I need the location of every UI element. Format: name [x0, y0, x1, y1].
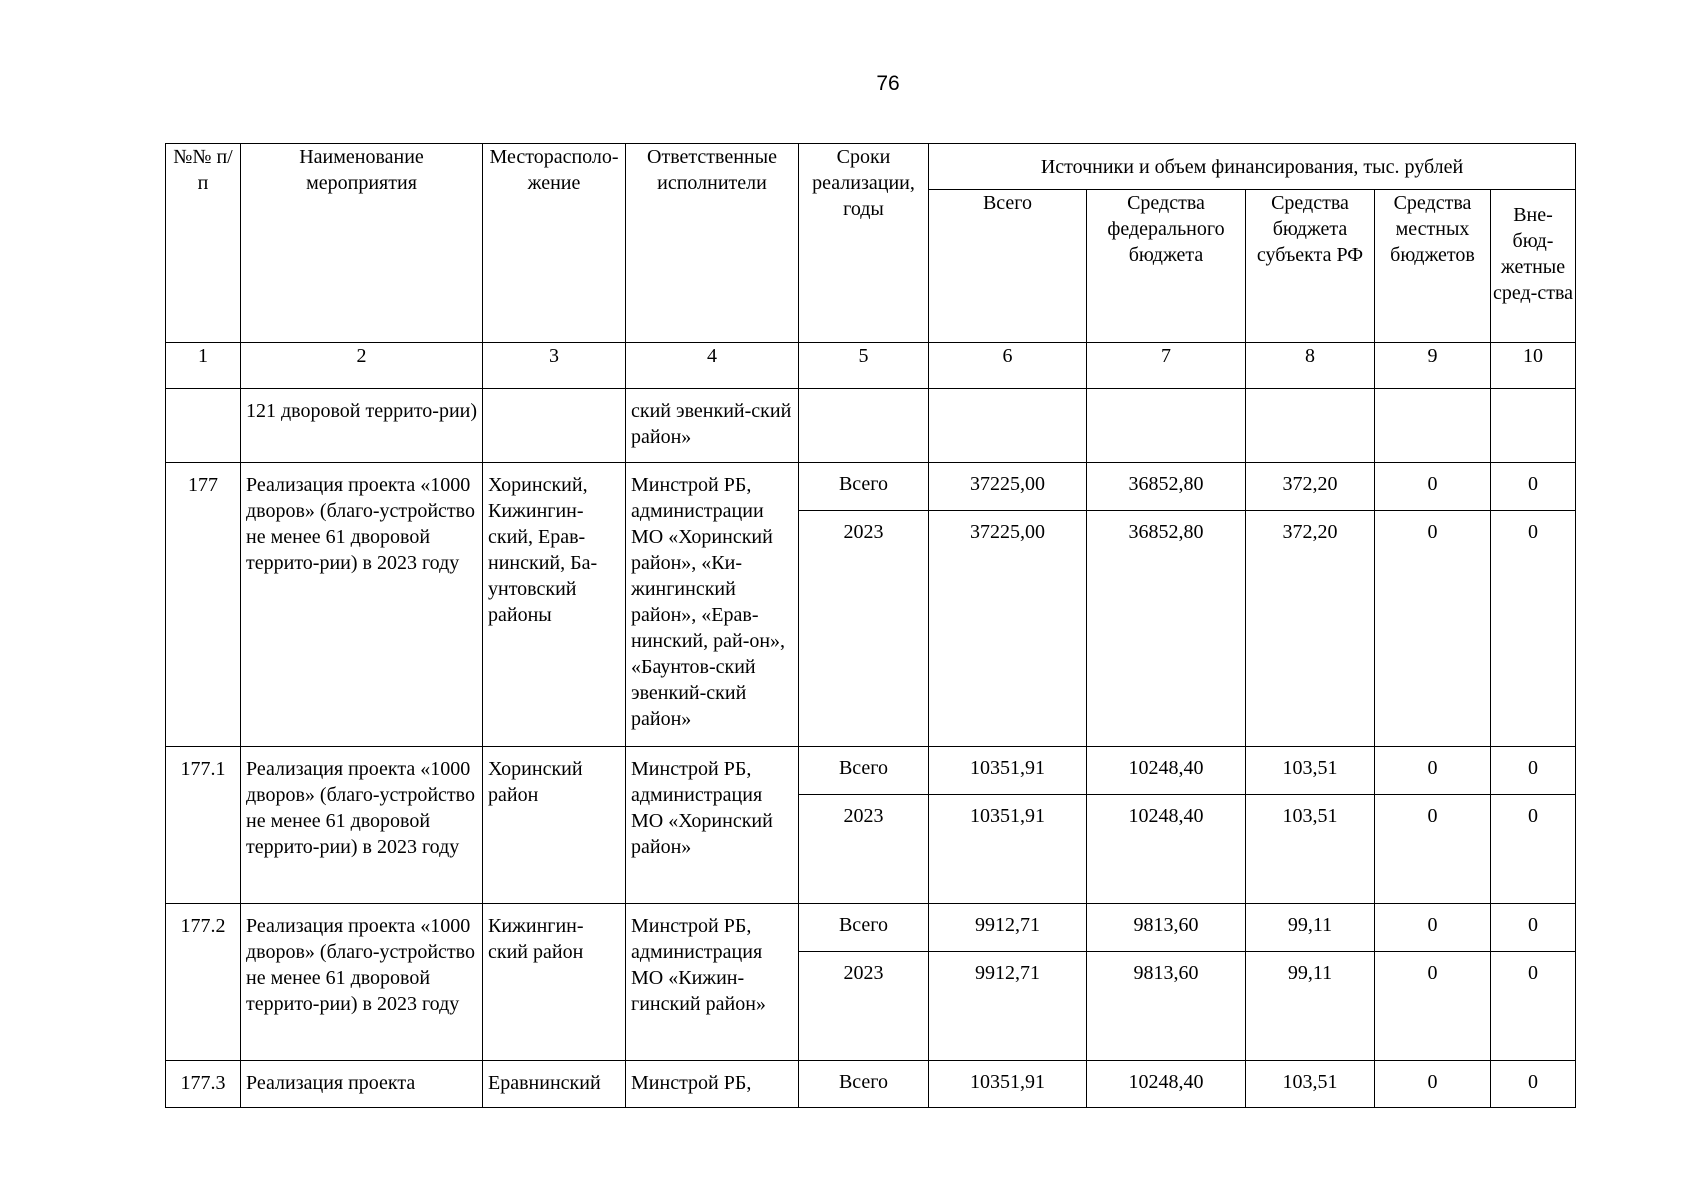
header-regional: Средства бюджета субъекта РФ [1246, 190, 1375, 343]
cell-regional: 99,11 [1246, 904, 1375, 952]
table-row [166, 904, 1576, 952]
cell-local: 0 [1375, 795, 1491, 904]
cell-location: Хоринский район [483, 747, 626, 904]
cell-total: 37225,00 [929, 511, 1087, 747]
cell-num: 177.1 [166, 747, 241, 904]
header-location: Месторасполо-жение [483, 144, 626, 343]
column-number: 5 [799, 343, 929, 389]
cell-local: 0 [1375, 463, 1491, 511]
cell-total: 9912,71 [929, 952, 1087, 1061]
cell-location: Еравнинский [483, 1061, 626, 1108]
cell-local: 0 [1375, 1061, 1491, 1108]
header-local: Средства местных бюджетов [1375, 190, 1491, 343]
column-number: 7 [1087, 343, 1246, 389]
cell-name: Реализация проекта «1000 дворов» (благо-устройство не менее 61 дворовой террито-рии) в 2023 году [241, 747, 483, 904]
header-num: №№ п/п [166, 144, 241, 343]
column-number: 1 [166, 343, 241, 389]
cell-federal: 10248,40 [1087, 1061, 1246, 1108]
column-number: 9 [1375, 343, 1491, 389]
cell-name: Реализация проекта «1000 дворов» (благо-устройство не менее 61 дворовой террито-рии) в 2023 году [241, 463, 483, 747]
funding-table [165, 143, 1576, 1108]
cell-regional: 103,51 [1246, 747, 1375, 795]
cell-period: 2023 [799, 795, 929, 904]
table-row [166, 1061, 1576, 1108]
cell-extra: 0 [1491, 904, 1576, 952]
cell-num [166, 389, 241, 463]
cell-local: 0 [1375, 747, 1491, 795]
cell-period: Всего [799, 463, 929, 511]
column-number: 6 [929, 343, 1087, 389]
cell-regional: 99,11 [1246, 952, 1375, 1061]
cell-total: 10351,91 [929, 747, 1087, 795]
cell-federal: 10248,40 [1087, 795, 1246, 904]
cell-extra: 0 [1491, 747, 1576, 795]
cell-extra: 0 [1491, 463, 1576, 511]
cell-regional: 103,51 [1246, 795, 1375, 904]
cell-executors: Минстрой РБ, администрация МО «Кижин-гинский район» [626, 904, 799, 1061]
cell-federal: 9813,60 [1087, 904, 1246, 952]
cell-location: Хоринский, Кижингин-ский, Ерав-нинский, Ба-унтовский районы [483, 463, 626, 747]
cell-name: Реализация проекта «1000 дворов» (благо-устройство не менее 61 дворовой террито-рии) в 2023 году [241, 904, 483, 1061]
cell-federal: 10248,40 [1087, 747, 1246, 795]
column-number: 4 [626, 343, 799, 389]
cell-total: 9912,71 [929, 904, 1087, 952]
cell-extra: 0 [1491, 795, 1576, 904]
cell-total: 37225,00 [929, 463, 1087, 511]
cell-location [483, 389, 626, 463]
cell-local: 0 [1375, 952, 1491, 1061]
cell-location: Кижингин-ский район [483, 904, 626, 1061]
cell-extra: 0 [1491, 511, 1576, 747]
cell-local: 0 [1375, 904, 1491, 952]
cell-total: 10351,91 [929, 1061, 1087, 1108]
cell-num: 177 [166, 463, 241, 747]
header-extra: Вне-бюд-жетные сред-ства [1491, 190, 1576, 343]
cell-executors: Минстрой РБ, администрации МО «Хоринский район», «Ки-жингинский район», «Ерав-нинский, рай-он», «Баунтов-ский эвенкий-ский район» [626, 463, 799, 747]
cell-num: 177.2 [166, 904, 241, 1061]
cell-name: 121 дворовой террито-рии) [241, 389, 483, 463]
cell-regional: 372,20 [1246, 463, 1375, 511]
cell-executors: Минстрой РБ, администрация МО «Хоринский район» [626, 747, 799, 904]
column-number: 3 [483, 343, 626, 389]
header-federal: Средства федерального бюджета [1087, 190, 1246, 343]
cell-period: 2023 [799, 511, 929, 747]
column-number: 2 [241, 343, 483, 389]
cell-num: 177.3 [166, 1061, 241, 1108]
cell-federal: 9813,60 [1087, 952, 1246, 1061]
column-number: 10 [1491, 343, 1576, 389]
cell-period: Всего [799, 1061, 929, 1108]
page-number: 76 [876, 72, 900, 95]
cell-executors: ский эвенкий-ский район» [626, 389, 799, 463]
cell-period: Всего [799, 747, 929, 795]
cell-total: 10351,91 [929, 795, 1087, 904]
cell-federal: 36852,80 [1087, 463, 1246, 511]
cell-period: 2023 [799, 952, 929, 1061]
cell-federal: 36852,80 [1087, 511, 1246, 747]
header-row [166, 144, 1576, 190]
table-row [166, 463, 1576, 511]
cell-regional: 103,51 [1246, 1061, 1375, 1108]
table-row [166, 747, 1576, 795]
cell-name: Реализация проекта [241, 1061, 483, 1108]
header-total: Всего [929, 190, 1087, 343]
continuation-row [166, 389, 1576, 463]
column-number: 8 [1246, 343, 1375, 389]
cell-period: Всего [799, 904, 929, 952]
cell-local: 0 [1375, 511, 1491, 747]
column-numbers-row [166, 343, 1576, 389]
cell-regional: 372,20 [1246, 511, 1375, 747]
cell-extra: 0 [1491, 952, 1576, 1061]
header-executors: Ответственные исполнители [626, 144, 799, 343]
header-name: Наименование мероприятия [241, 144, 483, 343]
cell-extra: 0 [1491, 1061, 1576, 1108]
header-period: Сроки реализации, годы [799, 144, 929, 343]
cell-executors: Минстрой РБ, [626, 1061, 799, 1108]
header-funding-group: Источники и объем финансирования, тыс. рублей [929, 144, 1576, 190]
